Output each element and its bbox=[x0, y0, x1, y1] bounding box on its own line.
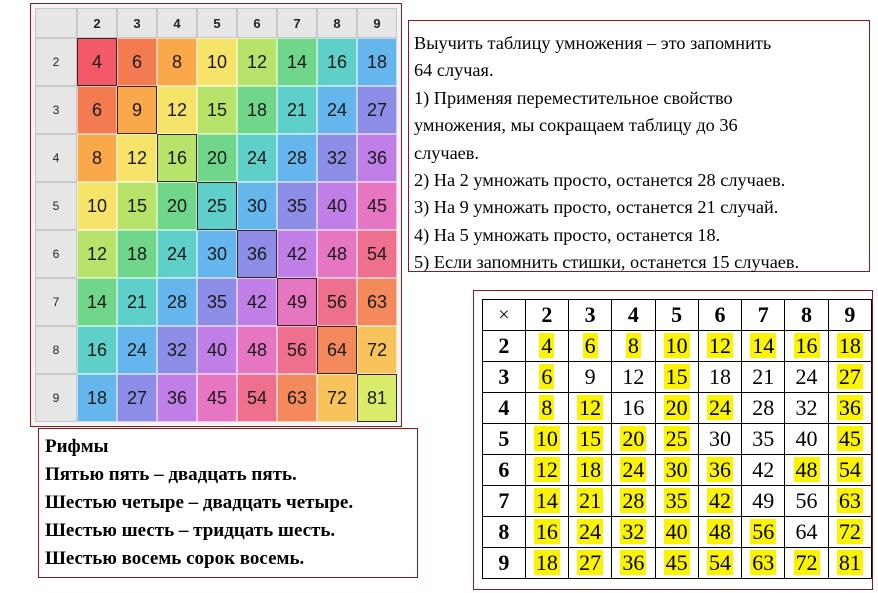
plain-table-cell-value: 45 bbox=[838, 426, 861, 451]
color-table-cell: 40 bbox=[317, 182, 357, 230]
plain-table-cell-value: 18 bbox=[579, 457, 602, 482]
color-table-cell: 72 bbox=[357, 326, 397, 374]
color-table-column-header: 2 bbox=[77, 8, 117, 38]
plain-table-cell bbox=[568, 548, 611, 579]
plain-table bbox=[482, 299, 872, 579]
plain-table-cell-value: 45 bbox=[665, 550, 688, 575]
plain-table-row-header: 6 bbox=[483, 455, 526, 486]
color-table-cell: 54 bbox=[357, 230, 397, 278]
plain-table-column-header: 8 bbox=[785, 300, 828, 331]
plain-table-cell bbox=[785, 362, 828, 393]
color-table-cell: 6 bbox=[117, 38, 157, 86]
plain-table-cell-value: 12 bbox=[535, 457, 558, 482]
color-table-cell: 9 bbox=[117, 86, 157, 134]
plain-table-cell bbox=[568, 331, 611, 362]
plain-table-cell bbox=[612, 486, 655, 517]
color-table-cell: 8 bbox=[77, 134, 117, 182]
plain-table-cell bbox=[525, 362, 568, 393]
plain-table-cell-value: 24 bbox=[579, 519, 602, 544]
color-table-cell: 30 bbox=[237, 182, 277, 230]
plain-table-cell bbox=[785, 455, 828, 486]
color-table-column-header: 4 bbox=[157, 8, 197, 38]
color-table-row-header: 6 bbox=[35, 230, 77, 278]
plain-table-cell-value: 36 bbox=[708, 457, 731, 482]
plain-table-cell bbox=[698, 517, 741, 548]
plain-table-row bbox=[483, 331, 872, 362]
color-table-cell: 35 bbox=[277, 182, 317, 230]
plain-table-cell-value: 25 bbox=[665, 426, 688, 451]
plain-table-cell bbox=[655, 517, 698, 548]
plain-table-cell bbox=[568, 517, 611, 548]
color-table-cell: 72 bbox=[317, 374, 357, 422]
plain-table-cell bbox=[742, 455, 785, 486]
plain-table-row-header: 4 bbox=[483, 393, 526, 424]
plain-table-cell bbox=[828, 548, 871, 579]
color-table-cell: 36 bbox=[237, 230, 277, 278]
color-table-cell: 45 bbox=[357, 182, 397, 230]
color-table-column-header: 3 bbox=[117, 8, 157, 38]
plain-table-cell bbox=[612, 455, 655, 486]
plain-table-cell bbox=[568, 393, 611, 424]
color-table-row-header: 7 bbox=[35, 278, 77, 326]
color-table-cell: 18 bbox=[117, 230, 157, 278]
plain-table-cell bbox=[655, 455, 698, 486]
plain-table-cell-value: 9 bbox=[584, 364, 596, 389]
plain-table-cell-value: 63 bbox=[752, 550, 775, 575]
plain-table-cell-value: 40 bbox=[795, 426, 818, 451]
plain-table-column-header: 7 bbox=[742, 300, 785, 331]
color-table-cell: 16 bbox=[317, 38, 357, 86]
info-line: 5) Если запомнить стишки, останется 15 случаев. bbox=[414, 252, 800, 273]
color-table-cell: 42 bbox=[237, 278, 277, 326]
plain-table-cell-value: 32 bbox=[795, 395, 818, 420]
plain-table-cell bbox=[525, 455, 568, 486]
plain-table-cell-value: 24 bbox=[795, 364, 818, 389]
plain-table-cell bbox=[612, 424, 655, 455]
color-table-cell: 15 bbox=[117, 182, 157, 230]
plain-table-cell bbox=[612, 331, 655, 362]
plain-table-cell-value: 14 bbox=[535, 488, 558, 513]
plain-table-cell bbox=[568, 362, 611, 393]
plain-table-cell-value: 42 bbox=[708, 488, 731, 513]
plain-table-cell-value: 20 bbox=[665, 395, 688, 420]
rhyme-line: Пятью пять – двадцать пять. bbox=[45, 464, 297, 485]
plain-table-row bbox=[483, 424, 872, 455]
color-table-cell: 32 bbox=[157, 326, 197, 374]
plain-table-cell-value: 24 bbox=[622, 457, 645, 482]
plain-table-cell-value: 16 bbox=[795, 333, 818, 358]
color-table-cell: 81 bbox=[357, 374, 397, 422]
plain-table-cell-value: 72 bbox=[838, 519, 861, 544]
plain-table-cell bbox=[785, 424, 828, 455]
color-table-cell: 12 bbox=[117, 134, 157, 182]
plain-table-cell-value: 15 bbox=[665, 364, 688, 389]
plain-table-cell bbox=[612, 393, 655, 424]
plain-table-column-header: 9 bbox=[828, 300, 871, 331]
color-table-cell: 21 bbox=[277, 86, 317, 134]
color-table-cell: 25 bbox=[197, 182, 237, 230]
plain-table-cell bbox=[785, 486, 828, 517]
plain-table-cell bbox=[655, 548, 698, 579]
color-table-cell: 24 bbox=[237, 134, 277, 182]
plain-table-cell-value: 54 bbox=[838, 457, 861, 482]
plain-table-cell-value: 28 bbox=[752, 395, 775, 420]
plain-table-row-header: 3 bbox=[483, 362, 526, 393]
plain-table-cell bbox=[698, 548, 741, 579]
color-table-cell: 54 bbox=[237, 374, 277, 422]
info-text-box bbox=[408, 20, 870, 272]
plain-table-cell bbox=[525, 548, 568, 579]
color-table-cell: 8 bbox=[157, 38, 197, 86]
plain-table-cell bbox=[828, 517, 871, 548]
plain-table-cell-value: 18 bbox=[838, 333, 861, 358]
plain-table-cell bbox=[785, 517, 828, 548]
color-table-cell: 36 bbox=[157, 374, 197, 422]
plain-table-row bbox=[483, 517, 872, 548]
plain-table-cell-value: 14 bbox=[752, 333, 775, 358]
plain-table-cell bbox=[828, 455, 871, 486]
plain-table-cell-value: 18 bbox=[535, 550, 558, 575]
info-line: 4) На 5 умножать просто, останется 18. bbox=[414, 224, 721, 245]
plain-table-cell bbox=[828, 486, 871, 517]
plain-table-cell-value: 36 bbox=[838, 395, 861, 420]
color-table-column-header: 7 bbox=[277, 8, 317, 38]
plain-table-cell-value: 48 bbox=[708, 519, 731, 544]
plain-table-cell bbox=[525, 424, 568, 455]
plain-table-cell-value: 20 bbox=[622, 426, 645, 451]
plain-table-cell-value: 10 bbox=[665, 333, 688, 358]
plain-table-cell bbox=[742, 393, 785, 424]
plain-table-cell-value: 54 bbox=[708, 550, 731, 575]
plain-table-row bbox=[483, 455, 872, 486]
color-table-cell: 4 bbox=[77, 38, 117, 86]
color-table-cell: 14 bbox=[277, 38, 317, 86]
plain-table-cell-value: 12 bbox=[622, 364, 645, 389]
color-table-cell: 30 bbox=[197, 230, 237, 278]
color-table-cell: 16 bbox=[77, 326, 117, 374]
plain-table-cell bbox=[742, 517, 785, 548]
color-table-cell: 28 bbox=[157, 278, 197, 326]
plain-table-cell-value: 42 bbox=[752, 457, 775, 482]
plain-table-cell-value: 48 bbox=[795, 457, 818, 482]
info-line: умножения, мы сокращаем таблицу до 36 bbox=[414, 115, 738, 136]
plain-table-cell-value: 63 bbox=[838, 488, 861, 513]
plain-table-cell-value: 15 bbox=[579, 426, 602, 451]
plain-table-header-row bbox=[483, 300, 872, 331]
color-multiplication-table bbox=[30, 3, 402, 427]
plain-table-cell bbox=[698, 486, 741, 517]
plain-table-cell bbox=[655, 331, 698, 362]
plain-table-cell bbox=[612, 362, 655, 393]
plain-table-cell-value: 24 bbox=[708, 395, 731, 420]
plain-table-row bbox=[483, 486, 872, 517]
info-line: случаев. bbox=[414, 142, 480, 163]
plain-table-cell bbox=[742, 331, 785, 362]
plain-table-row-header: 2 bbox=[483, 331, 526, 362]
color-table-row-header: 3 bbox=[35, 86, 77, 134]
color-table-cell: 18 bbox=[357, 38, 397, 86]
plain-table-row-header: 9 bbox=[483, 548, 526, 579]
color-table-cell: 27 bbox=[117, 374, 157, 422]
plain-table-cell bbox=[698, 362, 741, 393]
plain-table-cell bbox=[785, 393, 828, 424]
plain-table-cell bbox=[828, 362, 871, 393]
plain-table-cell-value: 64 bbox=[795, 519, 818, 544]
color-grid bbox=[35, 8, 397, 422]
plain-table-cell bbox=[742, 548, 785, 579]
plain-table-cell-value: 8 bbox=[627, 333, 639, 358]
plain-table-cell bbox=[828, 393, 871, 424]
plain-table-cell-value: 6 bbox=[584, 333, 596, 358]
plain-table-cell bbox=[525, 486, 568, 517]
info-line: 3) На 9 умножать просто, останется 21 случай. bbox=[414, 197, 779, 218]
plain-table-cell bbox=[525, 331, 568, 362]
plain-table-column-header: 6 bbox=[698, 300, 741, 331]
plain-table-row bbox=[483, 393, 872, 424]
plain-table-cell-value: 35 bbox=[752, 426, 775, 451]
color-table-cell: 36 bbox=[357, 134, 397, 182]
plain-table-cell-value: 72 bbox=[795, 550, 818, 575]
color-table-cell: 12 bbox=[77, 230, 117, 278]
color-table-column-header: 5 bbox=[197, 8, 237, 38]
color-table-cell: 24 bbox=[317, 86, 357, 134]
color-table-cell: 10 bbox=[197, 38, 237, 86]
plain-table-cell-value: 36 bbox=[622, 550, 645, 575]
color-table-cell: 64 bbox=[317, 326, 357, 374]
color-table-cell: 12 bbox=[237, 38, 277, 86]
plain-table-cell-value: 35 bbox=[665, 488, 688, 513]
color-table-cell: 49 bbox=[277, 278, 317, 326]
plain-table-cell-value: 10 bbox=[535, 426, 558, 451]
color-table-cell: 16 bbox=[157, 134, 197, 182]
color-table-cell: 45 bbox=[197, 374, 237, 422]
color-table-cell: 20 bbox=[157, 182, 197, 230]
plain-table-cell bbox=[568, 486, 611, 517]
plain-table-cell bbox=[828, 331, 871, 362]
color-table-cell: 20 bbox=[197, 134, 237, 182]
color-table-cell: 56 bbox=[317, 278, 357, 326]
color-table-cell: 42 bbox=[277, 230, 317, 278]
plain-table-cell-value: 21 bbox=[579, 488, 602, 513]
info-line: 1) Применяя переместительное свойство bbox=[414, 87, 733, 108]
plain-table-cell-value: 81 bbox=[838, 550, 861, 575]
rhyme-line: Шестью восемь сорок восемь. bbox=[45, 548, 305, 569]
plain-table-cell bbox=[655, 486, 698, 517]
color-table-cell: 27 bbox=[357, 86, 397, 134]
plain-table-cell bbox=[655, 393, 698, 424]
plain-table-cell bbox=[742, 486, 785, 517]
rhymes-box bbox=[38, 428, 418, 578]
color-table-cell: 24 bbox=[157, 230, 197, 278]
plain-table-cell-value: 6 bbox=[541, 364, 553, 389]
plain-table-cell-value: 4 bbox=[541, 333, 553, 358]
color-table-row-header: 4 bbox=[35, 134, 77, 182]
plain-table-cell bbox=[698, 455, 741, 486]
color-table-cell: 15 bbox=[197, 86, 237, 134]
plain-table-cell-value: 12 bbox=[579, 395, 602, 420]
info-line: 64 случая. bbox=[414, 60, 494, 81]
color-table-cell: 12 bbox=[157, 86, 197, 134]
color-table-row-header: 9 bbox=[35, 374, 77, 422]
plain-table-row bbox=[483, 362, 872, 393]
plain-table-cell bbox=[612, 517, 655, 548]
color-table-cell: 21 bbox=[117, 278, 157, 326]
color-table-cell: 18 bbox=[237, 86, 277, 134]
plain-table-cell bbox=[698, 331, 741, 362]
plain-table-cell bbox=[655, 424, 698, 455]
plain-table-cell-value: 21 bbox=[752, 364, 775, 389]
plain-table-column-header: 5 bbox=[655, 300, 698, 331]
plain-table-cell-value: 56 bbox=[752, 519, 775, 544]
color-table-cell: 14 bbox=[77, 278, 117, 326]
plain-table-cell-value: 27 bbox=[838, 364, 861, 389]
plain-table-cell-value: 56 bbox=[795, 488, 818, 513]
color-table-corner bbox=[35, 8, 77, 38]
color-table-cell: 35 bbox=[197, 278, 237, 326]
plain-table-cell-value: 30 bbox=[708, 426, 731, 451]
color-table-cell: 48 bbox=[237, 326, 277, 374]
plain-table-row bbox=[483, 548, 872, 579]
plain-table-row-header: 8 bbox=[483, 517, 526, 548]
color-table-cell: 48 bbox=[317, 230, 357, 278]
rhyme-line: Шестью четыре – двадцать четыре. bbox=[45, 492, 354, 513]
plain-table-cell-value: 49 bbox=[752, 488, 775, 513]
rhymes-title: Рифмы bbox=[45, 436, 109, 457]
plain-table-row-header: 7 bbox=[483, 486, 526, 517]
plain-table-cell bbox=[742, 362, 785, 393]
color-table-column-header: 9 bbox=[357, 8, 397, 38]
plain-table-cell-value: 32 bbox=[622, 519, 645, 544]
plain-multiplication-table bbox=[473, 290, 873, 590]
color-table-cell: 63 bbox=[277, 374, 317, 422]
plain-table-column-header: 4 bbox=[612, 300, 655, 331]
plain-table-cell-value: 8 bbox=[541, 395, 553, 420]
plain-table-cell bbox=[698, 393, 741, 424]
color-table-cell: 32 bbox=[317, 134, 357, 182]
color-table-column-header: 6 bbox=[237, 8, 277, 38]
info-line: 2) На 2 умножать просто, останется 28 случаев. bbox=[414, 170, 786, 191]
color-table-column-header: 8 bbox=[317, 8, 357, 38]
color-table-row-header: 8 bbox=[35, 326, 77, 374]
plain-table-column-header: 2 bbox=[525, 300, 568, 331]
plain-table-cell-value: 18 bbox=[708, 364, 731, 389]
plain-table-cell bbox=[828, 424, 871, 455]
color-table-cell: 18 bbox=[77, 374, 117, 422]
plain-table-cell bbox=[698, 424, 741, 455]
plain-table-cell bbox=[568, 455, 611, 486]
plain-table-cell-value: 30 bbox=[665, 457, 688, 482]
plain-table-cell-value: 12 bbox=[708, 333, 731, 358]
plain-table-cell-value: 16 bbox=[535, 519, 558, 544]
plain-table-cell bbox=[612, 548, 655, 579]
plain-table-column-header: 3 bbox=[568, 300, 611, 331]
color-table-row-header: 2 bbox=[35, 38, 77, 86]
plain-table-corner: × bbox=[483, 300, 526, 331]
plain-table-row-header: 5 bbox=[483, 424, 526, 455]
plain-table-cell-value: 16 bbox=[622, 395, 645, 420]
plain-table-cell bbox=[525, 393, 568, 424]
plain-table-cell bbox=[742, 424, 785, 455]
rhyme-line: Шестью шесть – тридцать шесть. bbox=[45, 520, 336, 541]
plain-table-cell bbox=[785, 548, 828, 579]
plain-table-cell bbox=[655, 362, 698, 393]
color-table-cell: 56 bbox=[277, 326, 317, 374]
plain-table-cell-value: 40 bbox=[665, 519, 688, 544]
plain-table-cell bbox=[785, 331, 828, 362]
color-table-cell: 40 bbox=[197, 326, 237, 374]
color-table-cell: 28 bbox=[277, 134, 317, 182]
color-table-cell: 10 bbox=[77, 182, 117, 230]
plain-table-cell bbox=[568, 424, 611, 455]
color-table-cell: 24 bbox=[117, 326, 157, 374]
color-table-cell: 6 bbox=[77, 86, 117, 134]
plain-table-cell-value: 28 bbox=[622, 488, 645, 513]
color-table-row-header: 5 bbox=[35, 182, 77, 230]
plain-table-cell-value: 27 bbox=[579, 550, 602, 575]
color-table-cell: 63 bbox=[357, 278, 397, 326]
plain-table-cell bbox=[525, 517, 568, 548]
info-line: Выучить таблицу умножения – это запомнить bbox=[414, 33, 772, 53]
